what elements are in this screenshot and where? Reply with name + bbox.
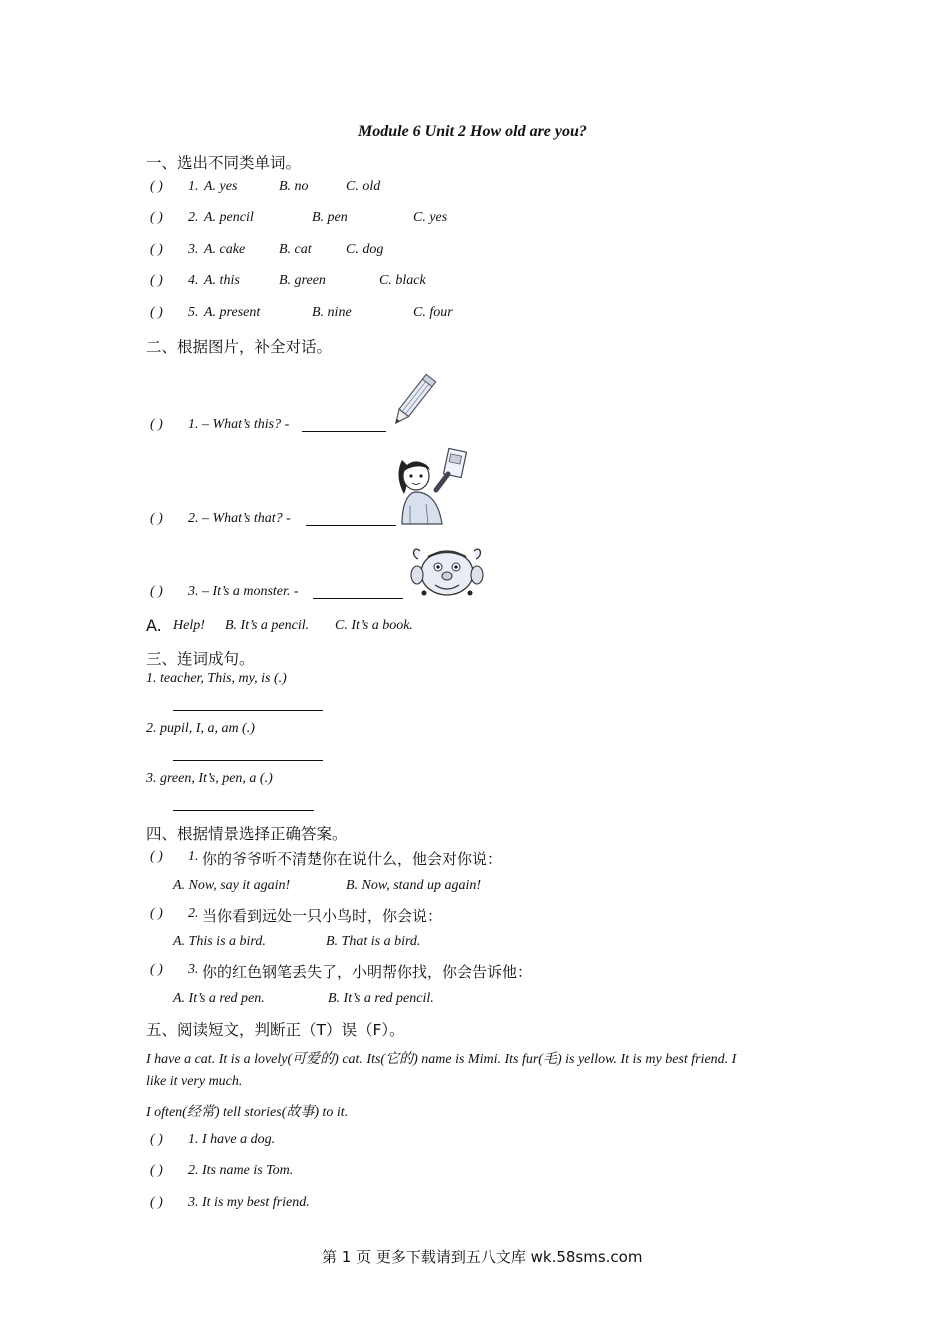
option-c: C. dog bbox=[346, 242, 384, 257]
question-number: 3. bbox=[188, 962, 199, 977]
scenario-prompt: 你的红色钢笔丢失了，小明帮你找，你会告诉他： bbox=[202, 963, 533, 981]
answer-paren[interactable]: ( ) bbox=[150, 273, 163, 288]
section-4-heading: 四、根据情景选择正确答案。 bbox=[146, 825, 348, 843]
statement-text: 3. It is my best friend. bbox=[188, 1195, 310, 1210]
option-a: A. yes bbox=[204, 179, 238, 194]
scenario-prompt: 你的爷爷听不清楚你在说什么，他会对你说： bbox=[202, 850, 503, 868]
option-c: C. It’s a book. bbox=[335, 618, 413, 633]
option-b: B. pen bbox=[312, 210, 348, 225]
pencil-picture bbox=[388, 370, 438, 432]
answer-line[interactable] bbox=[173, 810, 314, 811]
scrambled-words: 3. green, It’s, pen, a (.) bbox=[146, 771, 273, 786]
page-footer: 第 1 页 更多下载请到五八文库 wk.58sms.com bbox=[322, 1248, 643, 1266]
answer-paren[interactable]: ( ) bbox=[150, 210, 163, 225]
reading-passage-line: I often(经常) tell stories(故事) to it. bbox=[146, 1105, 349, 1120]
scenario-prompt: 当你看到远处一只小鸟时，你会说： bbox=[202, 907, 443, 925]
dialogue-text: 2. – What’s that? - bbox=[188, 511, 291, 526]
answer-paren[interactable]: ( ) bbox=[150, 417, 163, 432]
answer-blank[interactable] bbox=[302, 431, 386, 432]
answer-paren[interactable]: ( ) bbox=[150, 1163, 163, 1178]
answer-line[interactable] bbox=[173, 710, 323, 711]
option-c: C. black bbox=[379, 273, 426, 288]
option-a: A. This is a bird. bbox=[173, 934, 266, 949]
option-b: B. nine bbox=[312, 305, 352, 320]
option-a: A. Now, say it again! bbox=[173, 878, 291, 893]
answer-paren[interactable]: ( ) bbox=[150, 584, 163, 599]
question-number: 2. bbox=[188, 906, 199, 921]
statement-text: 2. Its name is Tom. bbox=[188, 1163, 294, 1178]
answer-paren[interactable]: ( ) bbox=[150, 849, 163, 864]
question-number: 1. bbox=[188, 849, 199, 864]
section-3-heading: 三、连词成句。 bbox=[146, 650, 255, 668]
answer-paren[interactable]: ( ) bbox=[150, 906, 163, 921]
option-a: A. this bbox=[204, 273, 240, 288]
option-b: B. That is a bird. bbox=[326, 934, 421, 949]
option-a: Help! bbox=[173, 618, 205, 633]
answer-paren[interactable]: ( ) bbox=[150, 962, 163, 977]
answer-paren[interactable]: ( ) bbox=[150, 1195, 163, 1210]
option-a: A. cake bbox=[204, 242, 246, 257]
question-number: 5. bbox=[188, 305, 199, 320]
option-a: A. present bbox=[204, 305, 261, 320]
option-b: B. It’s a pencil. bbox=[225, 618, 310, 633]
options-prefix: A. bbox=[146, 616, 162, 635]
reading-passage-line: like it very much. bbox=[146, 1074, 243, 1089]
answer-paren[interactable]: ( ) bbox=[150, 179, 163, 194]
option-a: A. pencil bbox=[204, 210, 254, 225]
section-2-heading: 二、根据图片，补全对话。 bbox=[146, 338, 333, 356]
option-c: C. yes bbox=[413, 210, 448, 225]
option-b: B. green bbox=[279, 273, 326, 288]
answer-blank[interactable] bbox=[306, 525, 396, 526]
option-a: A. It’s a red pen. bbox=[173, 991, 265, 1006]
option-b: B. cat bbox=[279, 242, 312, 257]
option-b: B. Now, stand up again! bbox=[346, 878, 482, 893]
question-number: 2. bbox=[188, 210, 199, 225]
section-5-heading: 五、阅读短文，判断正（T）误（F）。 bbox=[146, 1021, 405, 1039]
question-number: 3. bbox=[188, 242, 199, 257]
option-b: B. It’s a red pencil. bbox=[328, 991, 434, 1006]
scrambled-words: 2. pupil, I, a, am (.) bbox=[146, 721, 255, 736]
answer-paren[interactable]: ( ) bbox=[150, 511, 163, 526]
answer-paren[interactable]: ( ) bbox=[150, 242, 163, 257]
answer-paren[interactable]: ( ) bbox=[150, 305, 163, 320]
option-b: B. no bbox=[279, 179, 309, 194]
girl-with-book-picture bbox=[396, 446, 468, 526]
question-number: 4. bbox=[188, 273, 199, 288]
answer-paren[interactable]: ( ) bbox=[150, 1132, 163, 1147]
option-c: C. old bbox=[346, 179, 381, 194]
option-c: C. four bbox=[413, 305, 453, 320]
reading-passage-line: I have a cat. It is a lovely(可爱的) cat. Its(它的) name is Mimi. Its fur(毛) is yellow. It is my best friend. I bbox=[146, 1052, 737, 1067]
dialogue-text: 1. – What’s this? - bbox=[188, 417, 290, 432]
page-title: Module 6 Unit 2 How old are you? bbox=[358, 123, 587, 140]
answer-blank[interactable] bbox=[313, 598, 403, 599]
dialogue-text: 3. – It’s a monster. - bbox=[188, 584, 299, 599]
answer-line[interactable] bbox=[173, 760, 323, 761]
section-1-heading: 一、选出不同类单词。 bbox=[146, 154, 302, 172]
scrambled-words: 1. teacher, This, my, is (.) bbox=[146, 671, 287, 686]
statement-text: 1. I have a dog. bbox=[188, 1132, 276, 1147]
monster-picture bbox=[410, 543, 484, 601]
question-number: 1. bbox=[188, 179, 199, 194]
